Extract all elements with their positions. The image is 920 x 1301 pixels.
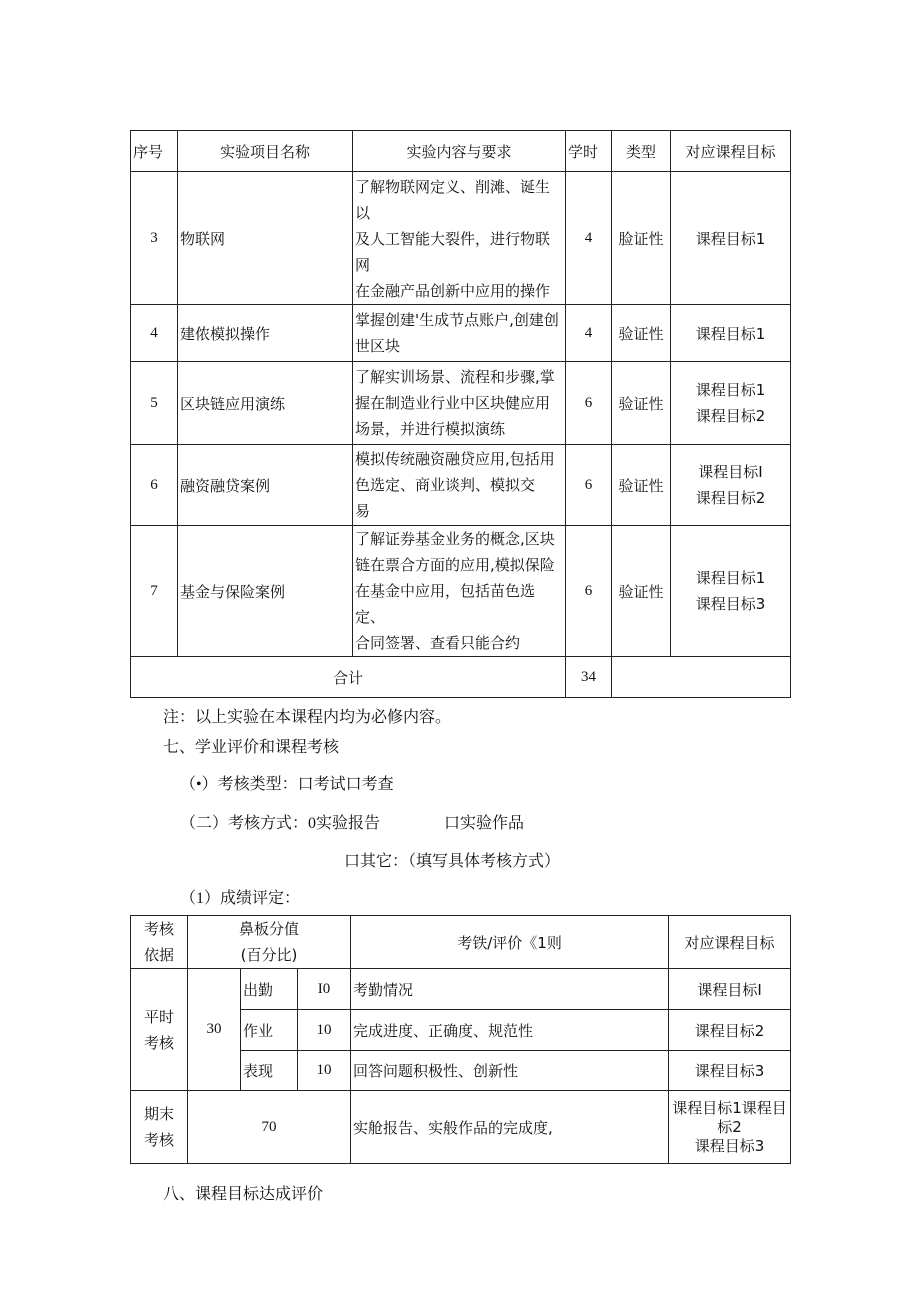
experiment-table bbox=[130, 130, 791, 698]
exam-method-line: （二）考核方式：0实验报告 bbox=[180, 815, 381, 832]
row-type: 验证性 bbox=[612, 362, 671, 445]
final-goals: 课程目标1课程目 标2 课程目标3 bbox=[669, 1091, 791, 1164]
table-row bbox=[131, 445, 791, 526]
usual-label: 平时 考核 bbox=[131, 969, 188, 1091]
item-name: 表现 bbox=[241, 1051, 298, 1091]
note-text: 注：以上实验在本课程内均为必修内容。 bbox=[163, 709, 452, 726]
grading-line: （1）成绩评定： bbox=[180, 890, 301, 907]
row-hours: 4 bbox=[566, 305, 612, 362]
row-no: 3 bbox=[131, 172, 178, 305]
grading-header-row bbox=[131, 916, 791, 969]
item-criteria: 回答问题积极性、创新性 bbox=[351, 1051, 669, 1091]
row-type: 脸证性 bbox=[612, 172, 671, 305]
item-score: 10 bbox=[298, 1051, 351, 1091]
item-name: 作业 bbox=[241, 1010, 298, 1051]
row-hours: 6 bbox=[566, 445, 612, 526]
item-goal: 课程目标3 bbox=[669, 1051, 791, 1091]
section-7-heading: 七、学业评价和课程考核 bbox=[163, 739, 340, 756]
table-row bbox=[131, 362, 791, 445]
row-type: 验证性 bbox=[612, 445, 671, 526]
total-empty bbox=[612, 657, 791, 698]
row-name: 建侬模拟操作 bbox=[178, 305, 353, 362]
header-name: 实验项目名称 bbox=[178, 131, 353, 172]
row-goal: 课程目标1 bbox=[671, 172, 791, 305]
final-row bbox=[131, 1091, 791, 1164]
row-name: 区块链应用演练 bbox=[178, 362, 353, 445]
row-content: 模拟传统融资融贷应用,包括用 色选定、商业谈判、模拟交 易 bbox=[353, 445, 566, 526]
row-no: 6 bbox=[131, 445, 178, 526]
header-hours: 学时 bbox=[566, 131, 612, 172]
header-criteria: 考铁/评价《1则 bbox=[351, 916, 669, 969]
row-name: 基金与保险案例 bbox=[178, 526, 353, 657]
final-label: 期末 考核 bbox=[131, 1091, 188, 1164]
grading-table bbox=[130, 915, 791, 1164]
table-row bbox=[131, 305, 791, 362]
row-goal: 课程目标1 bbox=[671, 305, 791, 362]
item-score: 10 bbox=[298, 1010, 351, 1051]
exam-type-line: （•）考核类型：口考试口考查 bbox=[180, 776, 394, 793]
header-type: 类型 bbox=[612, 131, 671, 172]
header-content: 实验内容与要求 bbox=[353, 131, 566, 172]
total-label: 合计 bbox=[131, 657, 566, 698]
usual-total: 30 bbox=[188, 969, 241, 1091]
row-hours: 6 bbox=[566, 526, 612, 657]
table-header-row bbox=[131, 131, 791, 172]
row-hours: 6 bbox=[566, 362, 612, 445]
row-content: 了解证券基金业务的概念,区块 链在票合方面的应用,模拟保险 在基金中应用，包括苗色选定、 合同签署、查看只能合约 bbox=[353, 526, 566, 657]
header-goal: 对应课程目标 bbox=[669, 916, 791, 969]
row-hours: 4 bbox=[566, 172, 612, 305]
header-goal: 对应课程目标 bbox=[671, 131, 791, 172]
exam-method-option-2: 口实验作品 bbox=[444, 815, 525, 832]
item-goal: 课程目标I bbox=[669, 969, 791, 1010]
header-score: 鼻板分值 (百分比) bbox=[188, 916, 351, 969]
row-content: 掌握创建'生成节点账户,创建创 世区块 bbox=[353, 305, 566, 362]
row-goal: 课程目标1 课程目标2 bbox=[671, 362, 791, 445]
header-no: 序号 bbox=[131, 131, 178, 172]
row-no: 5 bbox=[131, 362, 178, 445]
item-criteria: 考勤情况 bbox=[351, 969, 669, 1010]
item-goal: 课程目标2 bbox=[669, 1010, 791, 1051]
row-name: 融资融贷案例 bbox=[178, 445, 353, 526]
row-name: 物联网 bbox=[178, 172, 353, 305]
table-row bbox=[131, 172, 791, 305]
row-no: 4 bbox=[131, 305, 178, 362]
table-row bbox=[131, 969, 791, 1010]
table-row bbox=[131, 526, 791, 657]
exam-other-line: 口其它：（填写具体考核方式） bbox=[344, 853, 561, 870]
row-type: 验证性 bbox=[612, 526, 671, 657]
row-goal: 课程目标I 课程目标2 bbox=[671, 445, 791, 526]
final-score: 70 bbox=[188, 1091, 351, 1164]
item-name: 出勤 bbox=[241, 969, 298, 1010]
row-goal: 课程目标1 课程目标3 bbox=[671, 526, 791, 657]
row-type: 验证性 bbox=[612, 305, 671, 362]
total-row bbox=[131, 657, 791, 698]
section-8-heading: 八、课程目标达成评价 bbox=[163, 1186, 324, 1203]
final-criteria: 实舱报告、实般作品的完成度, bbox=[351, 1091, 669, 1164]
item-criteria: 完成进度、正确度、规范性 bbox=[351, 1010, 669, 1051]
row-content: 了解实训场景、流程和步骤,掌 握在制造业行业中区块健应用 场景，并进行模拟演练 bbox=[353, 362, 566, 445]
row-content: 了解物联网定义、削滩、诞生以 及人工智能大裂件，进行物联网 在金融产品创新中应用的操作 bbox=[353, 172, 566, 305]
row-no: 7 bbox=[131, 526, 178, 657]
item-score: I0 bbox=[298, 969, 351, 1010]
total-hours: 34 bbox=[566, 657, 612, 698]
header-basis: 考核 依据 bbox=[131, 916, 188, 969]
